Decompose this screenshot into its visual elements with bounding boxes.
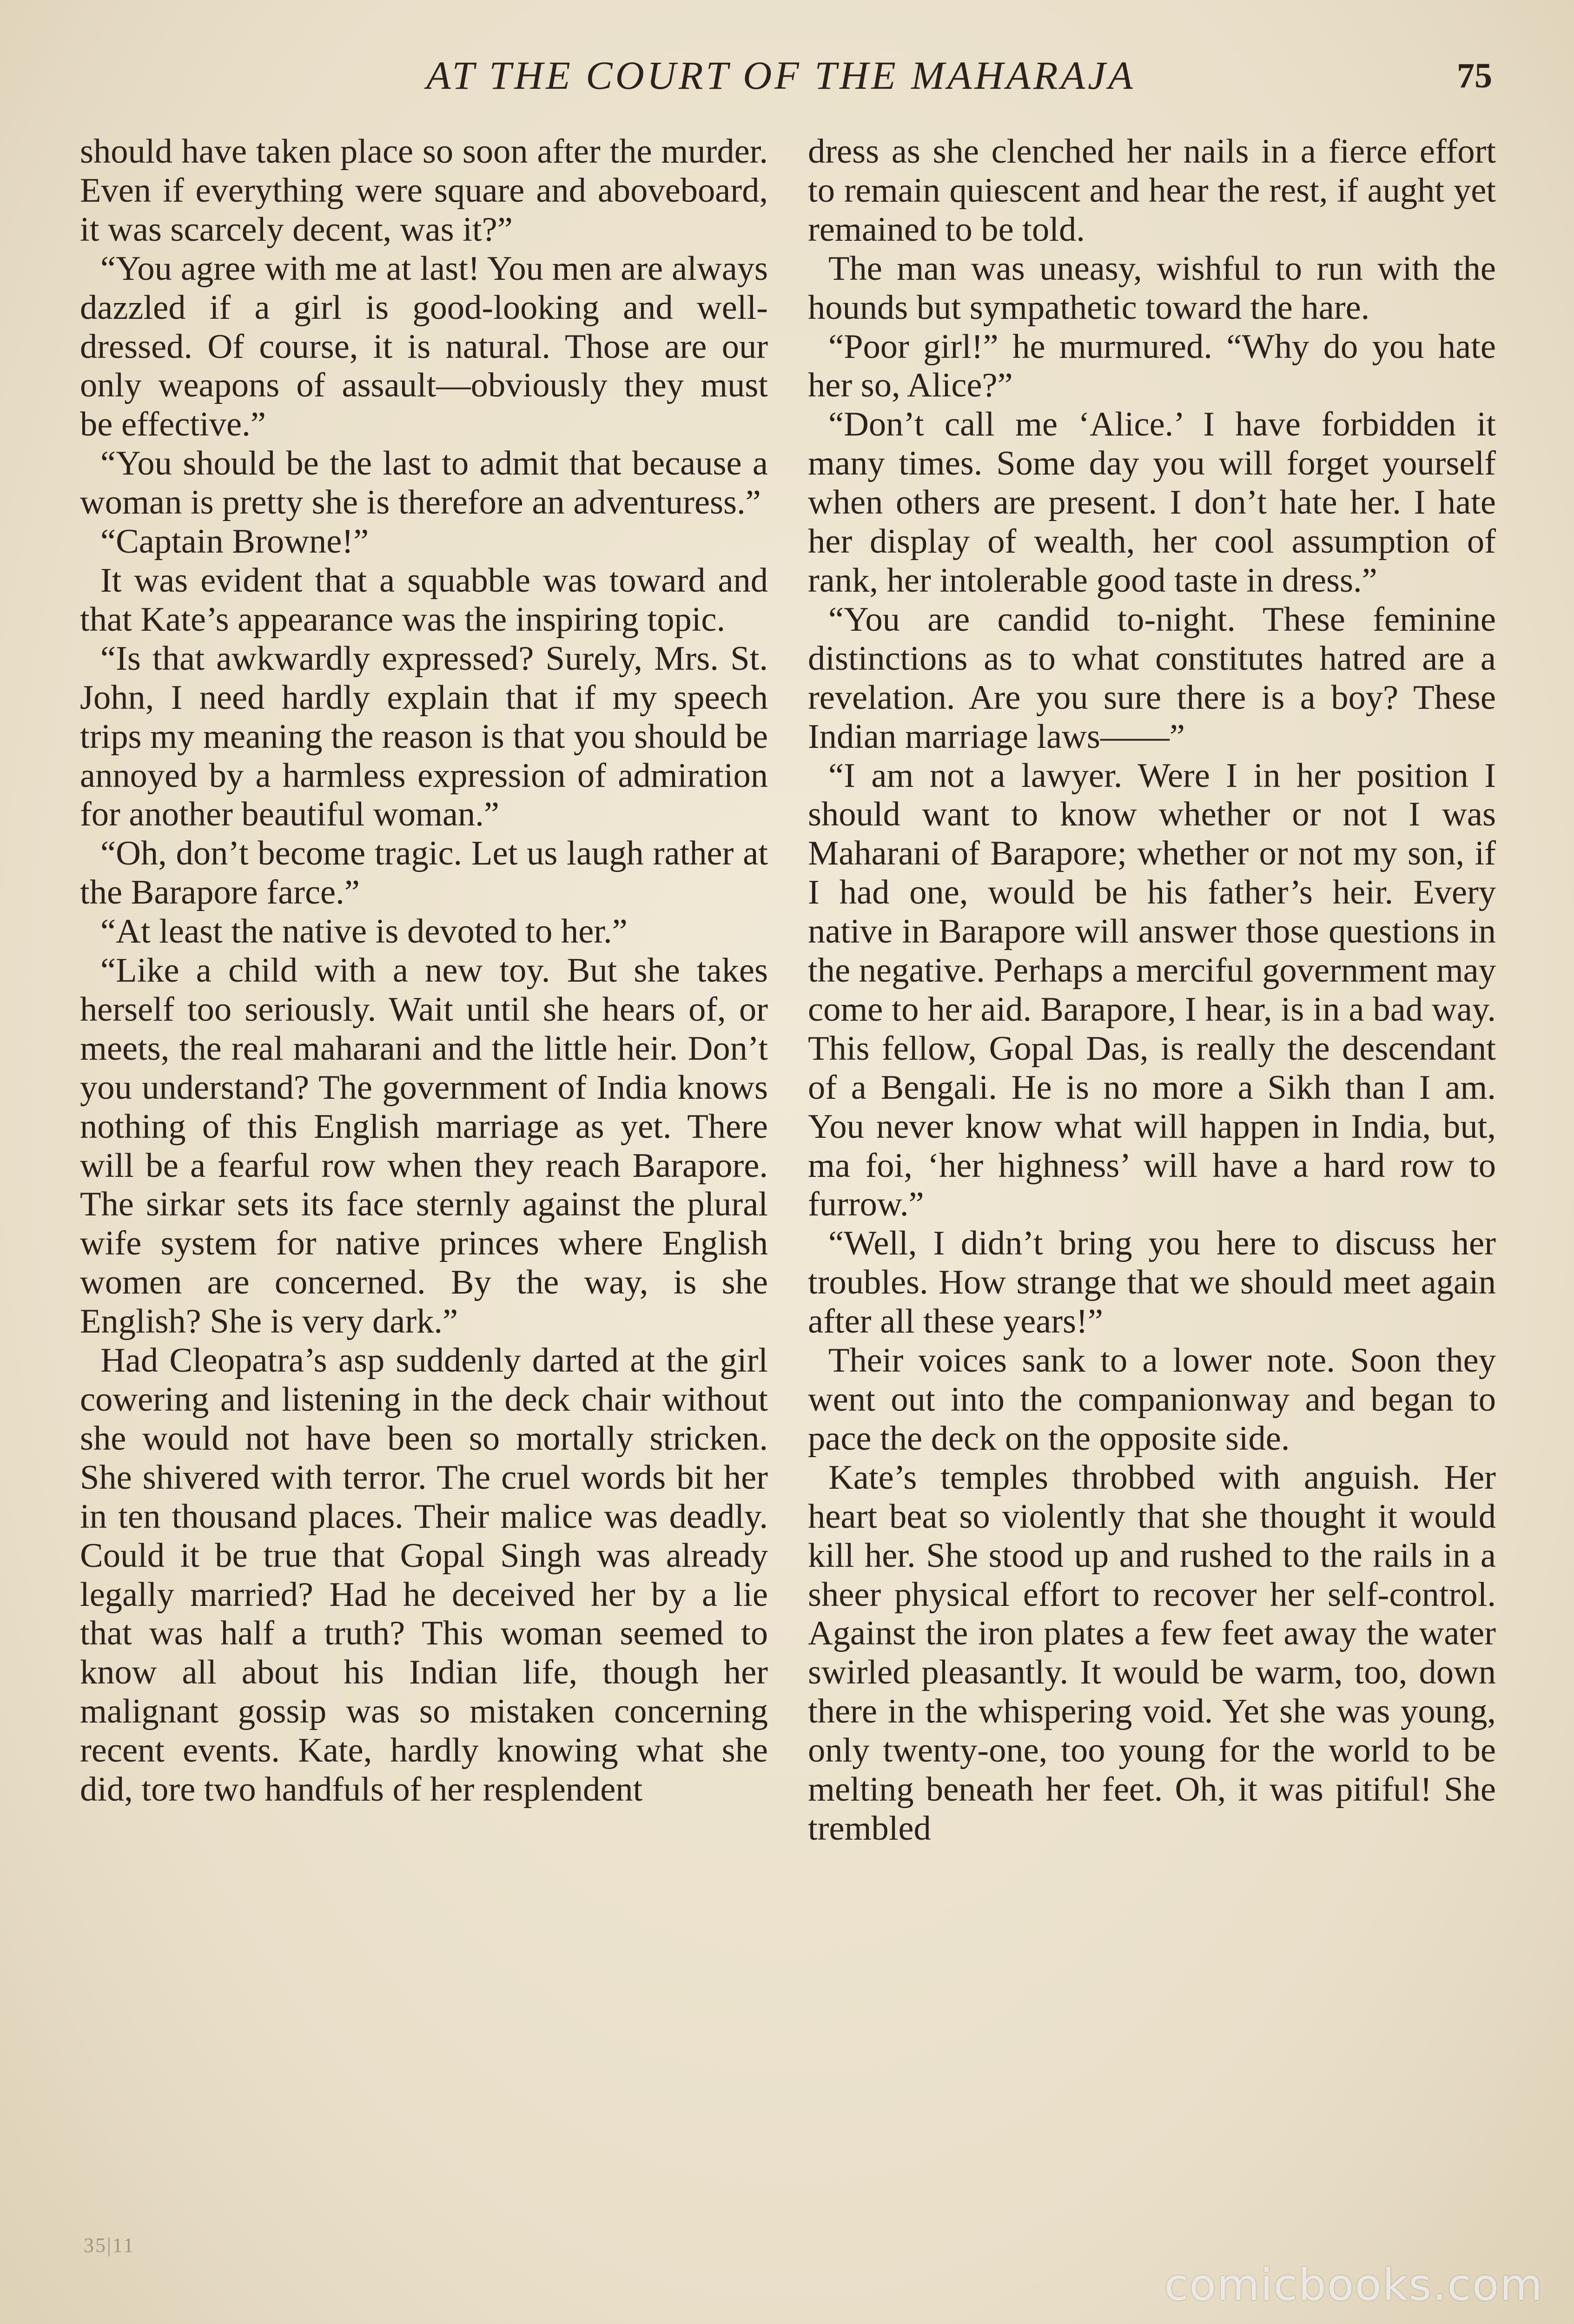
paragraph: dress as she clenched her nails in a fierce effort to remain quiescent and hear the rest, if aught yet remained to be told. <box>808 132 1496 249</box>
paragraph: should have taken place so soon after the murder. Even if everything were square and aboveboard, it was scarcely decent, was it?” <box>80 132 768 249</box>
watermark: comicbooks.com <box>1164 2260 1543 2311</box>
paragraph: “You agree with me at last! You men are always dazzled if a girl is good-looking and well-dressed. Of course, it is natural. Those are our only weapons of assault—obviously they must be effective.” <box>80 249 768 444</box>
paragraph: “Like a child with a new toy. But she takes herself too seriously. Wait until she hears of, or meets, the real maharani and the little heir. Don’t you understand? The government of India knows nothing of this English marriage as yet. There will be a fearful row when they reach Barapore. The sirkar sets its face sternly against the plural wife system for native princes where English women are concerned. By the way, is she English? She is very dark.” <box>80 951 768 1341</box>
paragraph: The man was uneasy, wishful to run with the hounds but sympathetic toward the hare. <box>808 249 1496 327</box>
running-head <box>0 52 1574 108</box>
paragraph: Had Cleopatra’s asp suddenly darted at the girl cowering and listening in the deck chair without she would not have been so mortally stricken. She shivered with terror. The cruel words bit her in ten thousand places. Their malice was deadly. Could it be true that Gopal Singh was already legally married? Had he deceived her by a lie that was half a truth? This woman seemed to know all about his Indian life, though her malignant gossip was so mistaken concerning recent events. Kate, hardly knowing what she did, tore two handfuls of her resplendent <box>80 1341 768 1809</box>
page-number: 75 <box>1457 56 1492 95</box>
paragraph: “You are candid to-night. These feminine distinctions as to what constitutes hatred are a revelation. Are you sure there is a boy? These Indian marriage laws——” <box>808 600 1496 756</box>
paragraph: Their voices sank to a lower note. Soon they went out into the companionway and began to pace the deck on the opposite side. <box>808 1341 1496 1458</box>
left-text-column <box>80 132 768 1809</box>
paragraph: “Captain Browne!” <box>100 522 369 561</box>
paragraph: “I am not a lawyer. Were I in her position I should want to know whether or not I was Maharani of Barapore; whether or not my son, if I had one, would be his father’s heir. Every native in Barapore will answer those questions in the negative. Perhaps a merciful government may come to her aid. Barapore, I hear, is in a bad way. This fellow, Gopal Das, is really the descendant of a Bengali. He is no more a Sikh than I am. You never know what will happen in India, but, ma foi, ‘her highness’ will have a hard row to furrow.” <box>808 756 1496 1224</box>
right-text-column <box>808 132 1496 1849</box>
paragraph: “Well, I didn’t bring you here to discuss her troubles. How strange that we should meet again after all these years!” <box>808 1224 1496 1341</box>
paragraph: “You should be the last to admit that because a woman is pretty she is therefore an adventuress.” <box>80 444 768 522</box>
paragraph: “Oh, don’t become tragic. Let us laugh rather at the Barapore farce.” <box>80 834 768 912</box>
paragraph: It was evident that a squabble was toward and that Kate’s appearance was the inspiring topic. <box>80 561 768 639</box>
paragraph: “Poor girl!” he murmured. “Why do you hate her so, Alice?” <box>808 327 1496 405</box>
paragraph: “Don’t call me ‘Alice.’ I have forbidden it many times. Some day you will forget yourself when others are present. I don’t hate her. I hate her display of wealth, her cool assumption of rank, her intolerable good taste in dress.” <box>808 405 1496 600</box>
running-title: AT THE COURT OF THE MAHARAJA <box>426 53 1136 98</box>
paragraph: “At least the native is devoted to her.” <box>100 912 628 951</box>
plate-mark: 35|11 <box>84 2234 135 2257</box>
paragraph: “Is that awkwardly expressed? Surely, Mrs. St. John, I need hardly explain that if my speech trips my meaning the reason is that you should be annoyed by a harmless expression of admiration for another beautiful woman.” <box>80 639 768 834</box>
paragraph: Kate’s temples throbbed with anguish. Her heart beat so violently that she thought it would kill her. She stood up and rushed to the rails in a sheer physical effort to recover her self-control. Against the iron plates a few feet away the water swirled pleasantly. It would be warm, too, down there in the whispering void. Yet she was young, only twenty-one, too young for the world to be melting beneath her feet. Oh, it was pitiful! She trembled <box>808 1458 1496 1848</box>
